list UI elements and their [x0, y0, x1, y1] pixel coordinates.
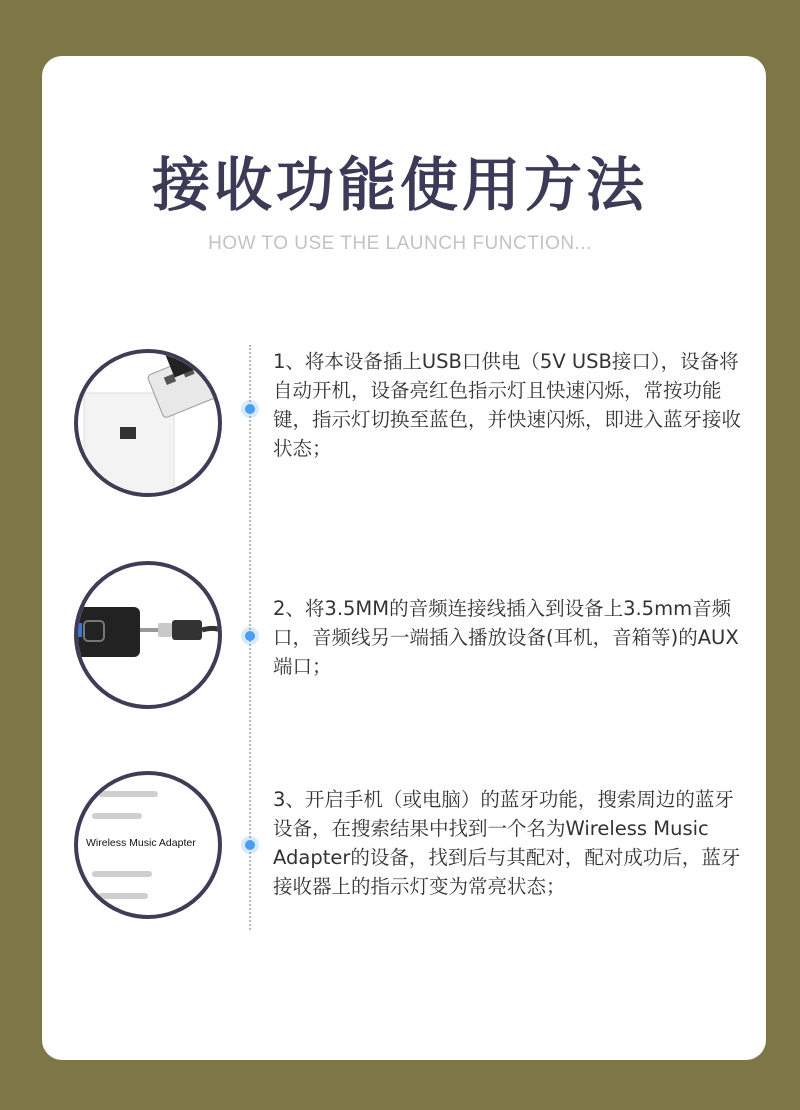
timeline-dot-2	[245, 631, 255, 641]
step-2-text: 2、将3.5MM的音频连接线插入到设备上3.5mm音频口，音频线另一端插入播放设备(耳机，音箱等)的AUX端口；	[273, 597, 739, 678]
usb-plug-icon	[74, 349, 222, 497]
blurred-item	[92, 871, 152, 877]
bluetooth-device-list-icon	[74, 771, 222, 919]
page-title: 接收功能使用方法	[151, 151, 648, 219]
step-1-text: 1、将本设备插上USB口供电（5V USB接口），设备将自动开机，设备亮红色指示灯且快速闪烁，常按功能键，指示灯切换至蓝色，并快速闪烁，即进入蓝牙接收状态；	[273, 350, 742, 460]
blurred-item	[98, 791, 158, 797]
timeline-dot-1	[245, 404, 255, 414]
page-subtitle: HOW TO USE THE LAUNCH FUNCTION...	[208, 233, 592, 254]
blurred-item	[98, 893, 148, 899]
step-3-text: 3、开启手机（或电脑）的蓝牙功能，搜索周边的蓝牙设备，在搜索结果中找到一个名为Wireless Music Adapter的设备，找到后与其配对，配对成功后，蓝牙接收器上的指示灯变为常亮状态；	[273, 788, 741, 898]
device-list-item-label: Wireless Music Adapter	[86, 837, 196, 849]
audio-jack-icon	[74, 561, 222, 709]
blurred-item	[92, 813, 142, 819]
timeline-dot-3	[245, 840, 255, 850]
